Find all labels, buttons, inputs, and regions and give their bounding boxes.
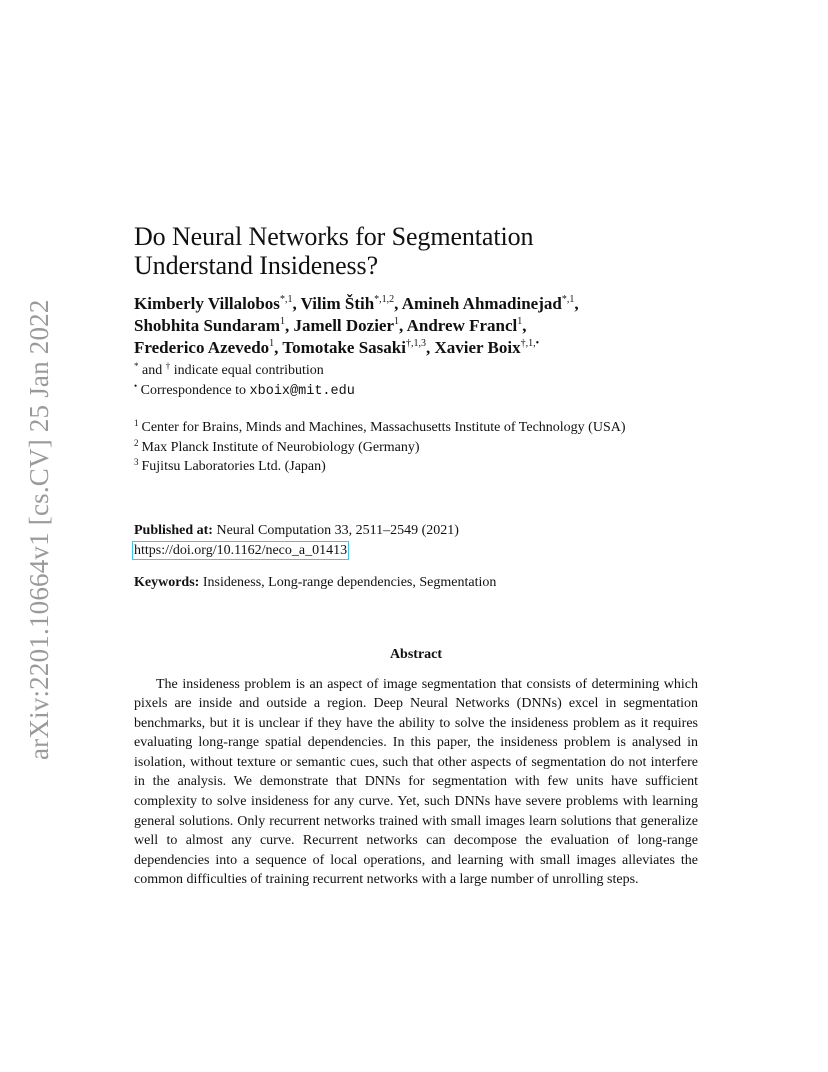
published-label: Published at:	[134, 522, 213, 538]
keywords	[134, 573, 698, 593]
arxiv-identifier: arXiv:2201.10664v1 [cs.CV] 25 Jan 2022	[24, 299, 54, 760]
abstract-heading: Abstract	[389, 646, 443, 662]
author-list	[134, 293, 698, 359]
author: Tomotake Sasaki$^{\dagger,1,3}$,	[282, 338, 435, 357]
author: Frederico Azevedo$^1$,	[134, 338, 283, 357]
title-line-2: Understand Insideness?	[134, 251, 379, 280]
keywords-text: Insideness, Long-range dependencies, Segmentation	[199, 574, 497, 590]
arxiv-side-stamp	[24, 290, 52, 760]
affiliation-list	[134, 418, 698, 477]
author: Shobhita Sundaram$^1$,	[134, 316, 294, 335]
author: Kimberly Villalobos$^{*,1}$,	[134, 294, 301, 313]
equal-contribution-note: * and † indicate equal contribution	[134, 361, 324, 378]
author: Amineh Ahmadinejad$^{*,1}$,	[401, 294, 579, 313]
published-venue: Neural Computation 33, 2511–2549 (2021)	[212, 522, 459, 538]
keywords-label: Keywords:	[134, 574, 200, 590]
author: Xavier Boix$^{\dagger,1,•}$	[434, 338, 540, 357]
correspondence-email[interactable]: xboix@mit.edu	[249, 384, 355, 399]
author: Vilim Štih$^{*,1,2}$,	[300, 294, 402, 313]
author: Jamell Dozier$^1$,	[293, 316, 407, 335]
author-notes	[134, 361, 698, 402]
paper-front-page	[134, 222, 698, 890]
affiliation: $^1$ Center for Brains, Minds and Machines, Massachusetts Institute of Technology (USA)	[134, 418, 626, 435]
abstract-text: The insideness problem is an aspect of image segmentation that consists of determining which pixels are inside and outside a region. Deep Neural Networks (DNNs) excel in segmentation benchmarks, but it is unclear if they have the ability to solve the insideness problem as it requires evaluating long-range spatial dependencies. In this paper, the insideness problem is analysed in isolation, without texture or semantic cues, such that other aspects of segmentation do not interfere in the analysis. We demonstrate that DNNs for segmentation with few units have sufficient complexity to solve insideness for any curve. Yet, such DNNs have severe problems with learning general solutions. Only recurrent networks trained with small images learn solutions that generalize well to almost any curve. Recurrent networks can decompose the evaluation of long-range dependencies into a sequence of local operations, and learning with small images alleviates the common difficulties of training recurrent networks with a large number of unrolling steps.	[134, 676, 698, 888]
affiliation: $^2$ Max Planck Institute of Neurobiology (Germany)	[134, 437, 420, 455]
author: Andrew Francl$^1$,	[406, 316, 527, 335]
title-line-1: Do Neural Networks for Segmentation	[134, 222, 534, 251]
correspondence-note: • Correspondence to xboix@mit.edu	[134, 381, 355, 399]
paper-title	[134, 222, 698, 280]
affiliation: $^3$ Fujitsu Laboratories Ltd. (Japan)	[134, 457, 326, 474]
doi-link[interactable]: https://doi.org/10.1162/neco_a_01413	[134, 542, 348, 558]
publication-info	[134, 521, 698, 561]
